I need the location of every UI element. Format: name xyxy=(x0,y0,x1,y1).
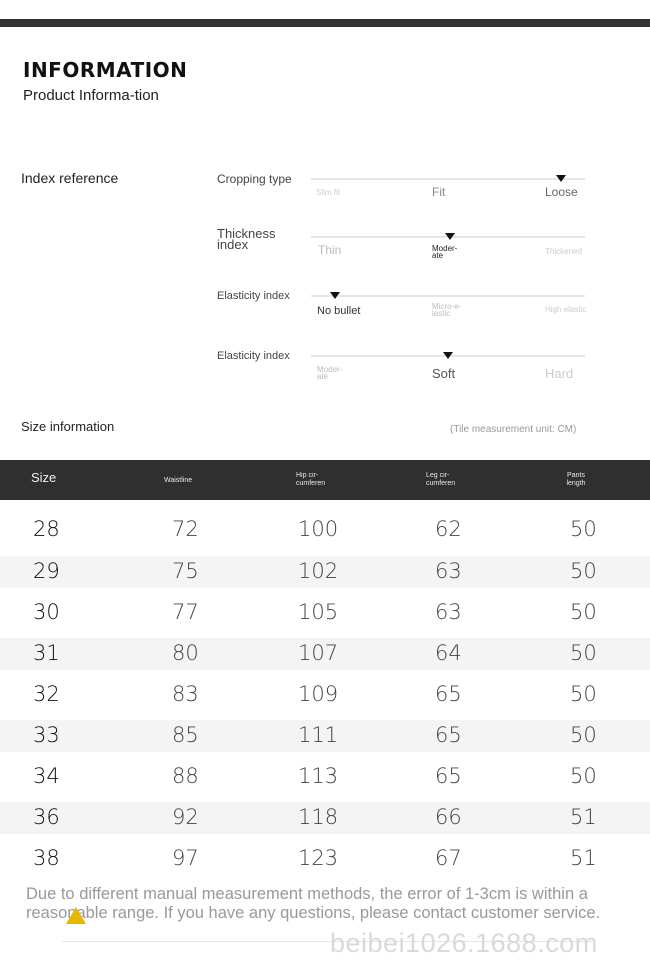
cell-length: 51 xyxy=(570,846,597,870)
metric-cropping-type-marker xyxy=(556,175,566,182)
cell-hip: 100 xyxy=(298,517,339,541)
table-row xyxy=(0,556,650,588)
table-row xyxy=(0,638,650,670)
cell-length: 50 xyxy=(570,764,597,788)
header-leg: Leg cir-cumferen xyxy=(426,472,456,487)
cell-length: 50 xyxy=(570,723,597,747)
warning-icon xyxy=(66,907,86,924)
table-row xyxy=(0,802,650,834)
cell-hip: 105 xyxy=(298,600,339,624)
cell-hip: 118 xyxy=(298,805,339,829)
metric-thickness-option-moderate: Moder-ate xyxy=(432,244,458,260)
measurement-disclaimer: Due to different manual measurement methods, the error of 1-3cm is within a reasonable range. If you have any questions, please contact customer service. xyxy=(26,885,601,922)
metric-elasticity-label-2: Elasticity index xyxy=(217,350,290,362)
top-bar xyxy=(0,19,650,27)
cell-waist: 83 xyxy=(172,682,199,706)
size-table-header xyxy=(0,460,650,500)
cell-waist: 77 xyxy=(172,600,199,624)
cell-leg: 62 xyxy=(435,517,462,541)
index-reference-label: Index reference xyxy=(21,170,119,186)
metric-thickness-option-thin: Thin xyxy=(318,243,342,257)
cell-length: 50 xyxy=(570,559,597,583)
table-row xyxy=(0,761,650,793)
metric-cropping-type-label: Cropping type xyxy=(217,172,292,186)
cell-hip: 109 xyxy=(298,682,339,706)
cell-leg: 65 xyxy=(435,682,462,706)
cell-length: 50 xyxy=(570,682,597,706)
header-hip: Hip cir-cumferen xyxy=(296,472,326,487)
cell-leg: 63 xyxy=(435,559,462,583)
metric-cropping-type-track xyxy=(311,178,585,180)
metric-cropping-type-option-fit: Fit xyxy=(432,185,446,199)
metric-elasticity-option-micro: Micro-e-lastic xyxy=(432,302,462,318)
cell-waist: 85 xyxy=(172,723,199,747)
table-row xyxy=(0,597,650,629)
cell-size: 34 xyxy=(33,764,60,788)
cell-waist: 88 xyxy=(172,764,199,788)
metric-thickness-label: Thickness index xyxy=(217,226,276,252)
metric-elasticity-option-soft: Soft xyxy=(432,366,456,381)
table-row xyxy=(0,843,650,875)
metric-thickness-marker xyxy=(445,233,455,240)
cell-size: 33 xyxy=(33,723,60,747)
cell-size: 36 xyxy=(33,805,60,829)
cell-hip: 111 xyxy=(298,723,339,747)
metric-elasticity-option-high: High elastic xyxy=(545,305,587,314)
cell-waist: 92 xyxy=(172,805,199,829)
cell-leg: 65 xyxy=(435,764,462,788)
cell-hip: 107 xyxy=(298,641,339,665)
cell-waist: 97 xyxy=(172,846,199,870)
cell-hip: 113 xyxy=(298,764,339,788)
cell-leg: 66 xyxy=(435,805,462,829)
table-row xyxy=(0,514,650,546)
unit-note: (Tile measurement unit: CM) xyxy=(450,424,577,435)
table-row xyxy=(0,679,650,711)
cell-leg: 63 xyxy=(435,600,462,624)
cell-length: 50 xyxy=(570,517,597,541)
cell-waist: 75 xyxy=(172,559,199,583)
cell-leg: 67 xyxy=(435,846,462,870)
cell-leg: 64 xyxy=(435,641,462,665)
table-row xyxy=(0,720,650,752)
page-subtitle: Product Informa-tion xyxy=(23,87,159,104)
watermark: beibei1026.1688.com xyxy=(330,928,598,958)
cell-size: 32 xyxy=(33,682,60,706)
metric-elasticity-marker-2 xyxy=(443,352,453,359)
metric-elasticity-marker-1 xyxy=(330,292,340,299)
cell-waist: 72 xyxy=(172,517,199,541)
cell-size: 38 xyxy=(33,846,60,870)
cell-length: 51 xyxy=(570,805,597,829)
cell-leg: 65 xyxy=(435,723,462,747)
metric-elasticity-track-1 xyxy=(311,295,585,297)
cell-size: 28 xyxy=(33,517,60,541)
metric-elasticity-option-moderate: Moder-ate xyxy=(317,365,343,381)
cell-length: 50 xyxy=(570,600,597,624)
size-information-label: Size information xyxy=(21,419,115,434)
cell-length: 50 xyxy=(570,641,597,665)
header-size: Size xyxy=(31,470,57,485)
page-title: INFORMATION xyxy=(23,58,188,82)
metric-elasticity-option-hard: Hard xyxy=(545,366,574,381)
cell-hip: 102 xyxy=(298,559,339,583)
cell-size: 29 xyxy=(33,559,60,583)
cell-size: 31 xyxy=(33,641,60,665)
metric-cropping-type-option-loose: Loose xyxy=(545,185,578,199)
cell-waist: 80 xyxy=(172,641,199,665)
cell-size: 30 xyxy=(33,600,60,624)
metric-thickness-option-thickened: Thickened xyxy=(545,247,582,256)
metric-cropping-type-option-slim: Slim fit xyxy=(316,188,340,197)
header-waistline: Waistline xyxy=(164,477,193,484)
metric-elasticity-label-1: Elasticity index xyxy=(217,290,290,302)
metric-elasticity-option-no-bullet: No bullet xyxy=(317,305,361,317)
cell-hip: 123 xyxy=(298,846,339,870)
header-pants-length: Pants length xyxy=(566,472,586,487)
